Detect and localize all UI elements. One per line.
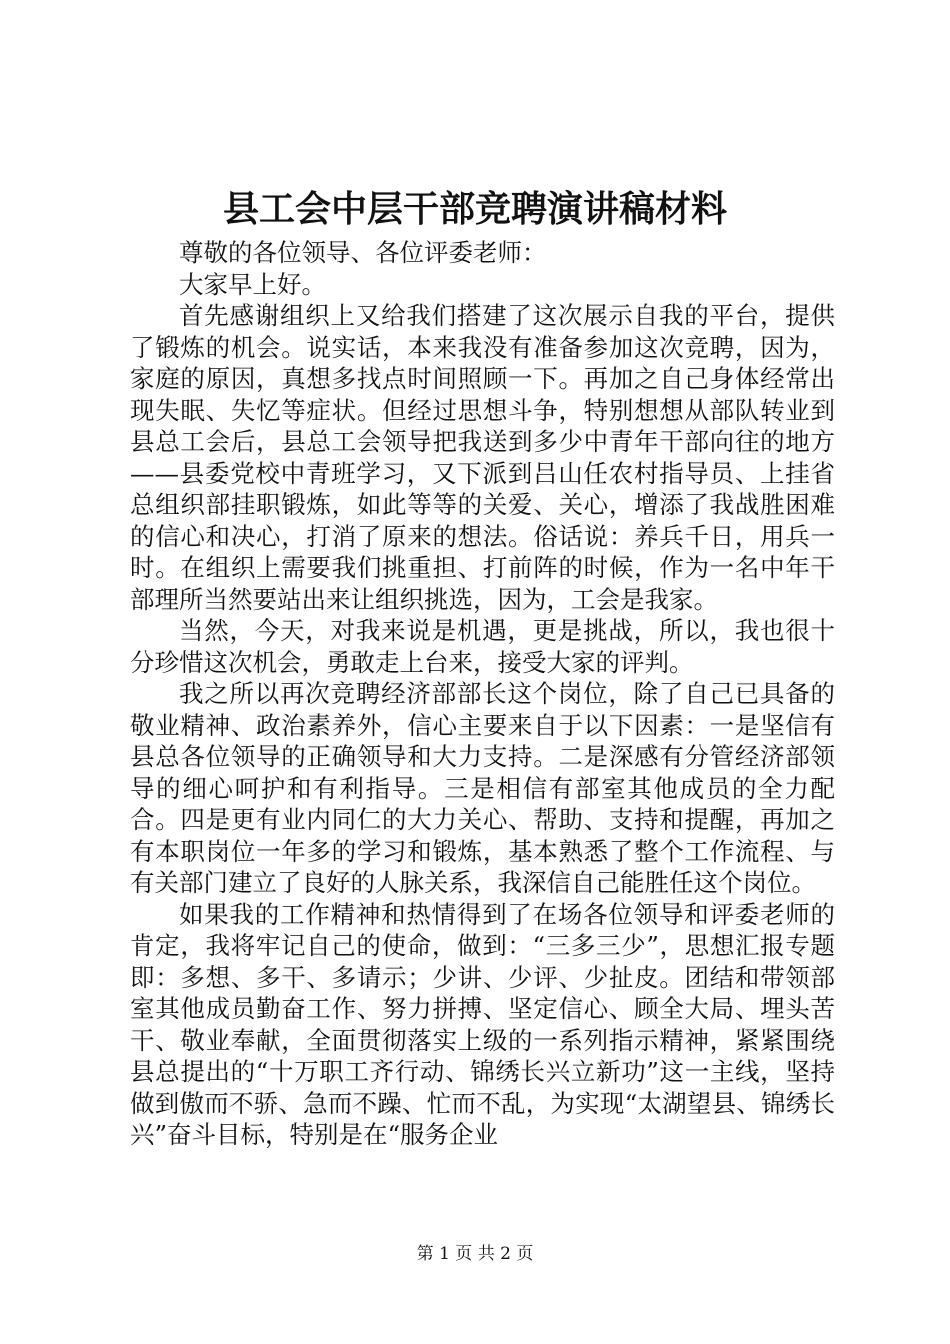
body-paragraph: 首先感谢组织上又给我们搭建了这次展示自我的平台，提供了锻炼的机会。说实话，本来我没有准备参加这次竞聘，因为，家庭的原因，真想多找点时间照顾一下。再加之自己身体经常出现失眠、失忆等症状。但经过思想斗争，特别想想从部队转业到县总工会后，县总工会领导把我送到多少中青年干部向往的地方——县委党校中青班学习，又下派到吕山任农村指导员、上挂省总组织部挂职锻炼，如此等等的关爱、关心，增添了我战胜困难的信心和决心，打消了原来的想法。俗话说：养兵千日，用兵一时。在组织上需要我们挑重担、打前阵的时候，作为一名中年干部理所当然要站出来让组织挑选，因为，工会是我家。: [130, 301, 835, 614]
document-body: [130, 237, 835, 1151]
greeting-paragraph: 大家早上好。: [179, 269, 326, 299]
body-paragraph: 我之所以再次竞聘经济部部长这个岗位，除了自己已具备的敬业精神、政治素养外，信心主要来自于以下因素：一是坚信有县总各位领导的正确领导和大力支持。二是深感有分管经济部领导的细心呵护和有利指导。三是相信有部室其他成员的全力配合。四是更有业内同仁的大力关心、帮助、支持和提醒，再加之有本职岗位一年多的学习和锻炼，基本熟悉了整个工作流程、与有关部门建立了良好的人脉关系，我深信自己能胜任这个岗位。: [130, 679, 835, 897]
page-footer: 第 1 页 共 2 页: [416, 1244, 534, 1264]
salutation-paragraph: 尊敬的各位领导、各位评委老师：: [179, 238, 547, 267]
body-paragraph: 当然，今天，对我来说是机遇，更是挑战，所以，我也很十分珍惜这次机会，勇敢走上台来，接受大家的评判。: [130, 616, 835, 677]
document-title: 县工会中层干部竞聘演讲稿材料: [222, 188, 727, 230]
body-paragraph: 如果我的工作精神和热情得到了在场各位领导和评委老师的肯定，我将牢记自己的使命，做到：“三多三少”，思想汇报专题即：多想、多干、多请示；少讲、少评、少扯皮。团结和带领部室其他成员勤奋工作、努力拼搏、坚定信心、顾全大局、埋头苦干、敬业奉献，全面贯彻落实上级的一系列指示精神，紧紧围绕县总提出的“十万职工齐行动、锦绣长兴立新功”这一主线，坚持做到傲而不骄、急而不躁、忙而不乱，为实现“太湖望县、锦绣长兴”奋斗目标，特别是在“服务企业: [130, 899, 835, 1149]
